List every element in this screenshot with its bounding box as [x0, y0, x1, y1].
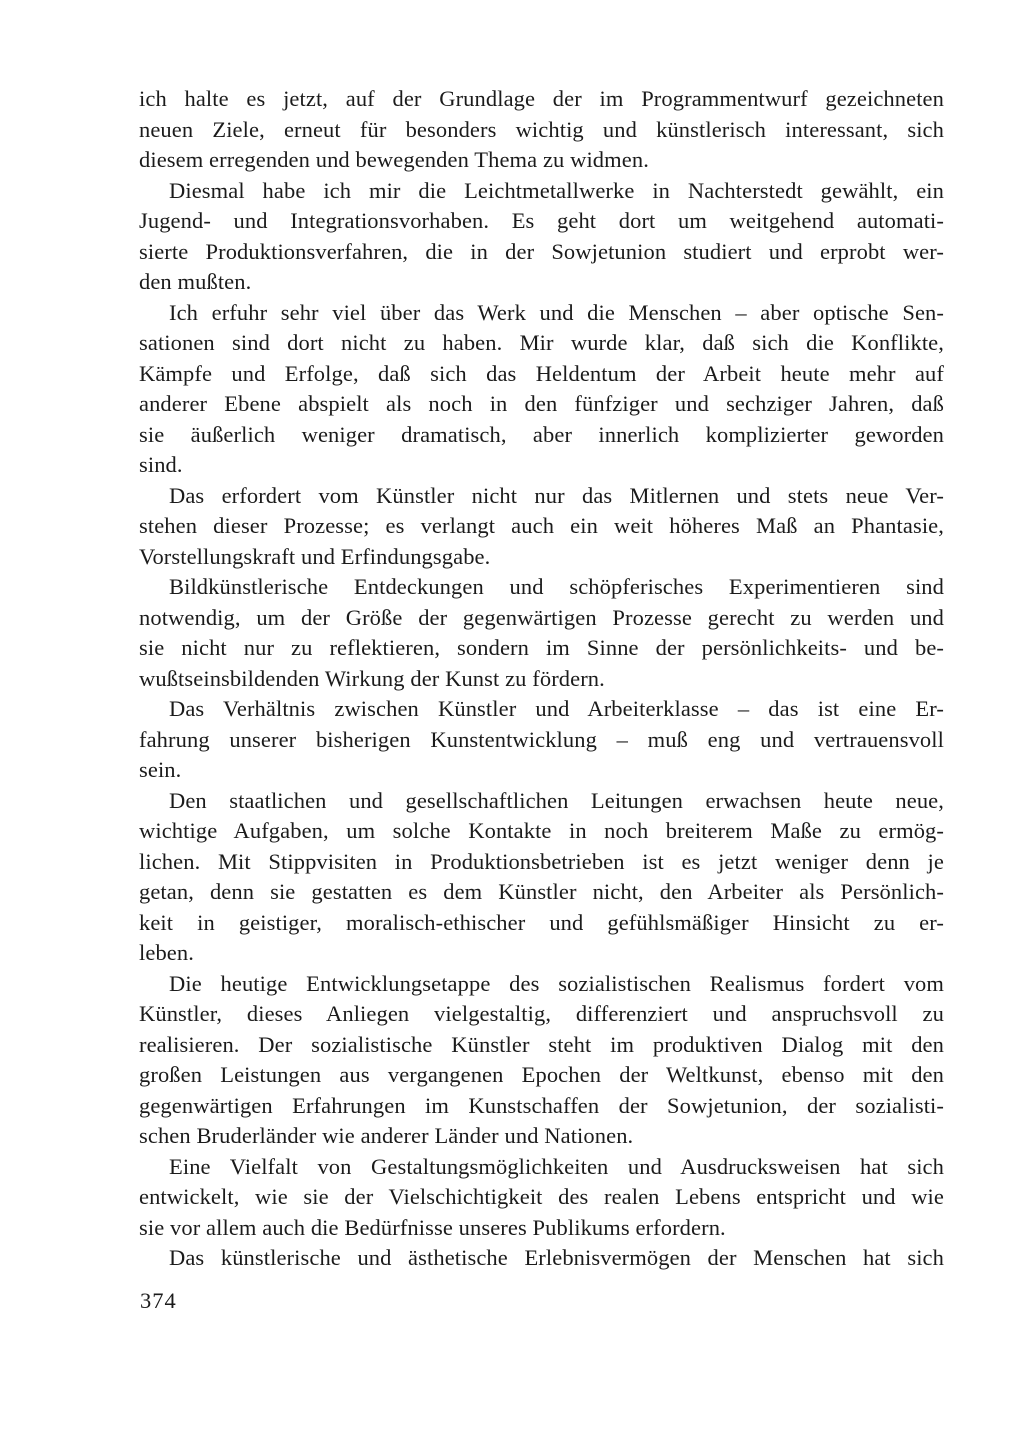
- text-line: wußtseinsbildenden Wirkung der Kunst zu fördern.: [139, 665, 605, 691]
- text-line: anderer Ebene abspielt als noch in den fünfziger und sechziger Jahren, daß: [139, 391, 944, 416]
- text-line: notwendig, um der Größe der gegenwärtigen Prozesse gerecht zu werden und: [139, 604, 944, 630]
- text-line: sationen sind dort nicht zu haben. Mir wurde klar, daß sich die Konflikte,: [139, 330, 944, 355]
- text-line: diesem erregenden und bewegenden Thema zu widmen.: [139, 147, 649, 172]
- text-line: getan, denn sie gestatten es dem Künstler nicht, den Arbeiter als Persönlich-: [139, 879, 944, 904]
- text-line: schen Bruderländer wie anderer Länder und Nationen.: [139, 1123, 634, 1148]
- text-line: großen Leistungen aus vergangenen Epochen der Weltkunst, ebenso mit den: [139, 1062, 944, 1087]
- text-line: ich halte es jetzt, auf der Grundlage der im Programmentwurf gezeichneten: [139, 86, 944, 111]
- text-line: sind.: [139, 452, 183, 477]
- body-text: [139, 84, 944, 1274]
- text-line: fahrung unserer bisherigen Kunstentwicklung – muß eng und vertrauensvoll: [139, 726, 944, 752]
- text-line: Jugend- und Integrationsvorhaben. Es geht dort um weitgehend automati-: [139, 208, 944, 233]
- text-line: entwickelt, wie sie der Vielschichtigkeit des realen Lebens entspricht und wie: [139, 1184, 944, 1209]
- text-line: Diesmal habe ich mir die Leichtmetallwerke in Nachterstedt gewählt, ein: [169, 177, 944, 203]
- text-line: den mußten.: [139, 269, 252, 294]
- text-line: Künstler, dieses Anliegen vielgestaltig, differenziert und anspruchsvoll zu: [139, 1001, 944, 1026]
- text-line: neuen Ziele, erneut für besonders wichtig und künstlerisch interessant, sich: [139, 116, 944, 142]
- text-line: Das künstlerische und ästhetische Erlebnisvermögen der Menschen hat sich: [169, 1245, 944, 1270]
- text-line: lichen. Mit Stippvisiten in Produktionsbetrieben ist es jetzt weniger denn je: [139, 848, 944, 874]
- text-line: sie vor allem auch die Bedürfnisse unseres Publikums erfordern.: [139, 1214, 726, 1240]
- text-line: realisieren. Der sozialistische Künstler steht im produktiven Dialog mit den: [139, 1031, 944, 1057]
- text-line: stehen dieser Prozesse; es verlangt auch ein weit höheres Maß an Phantasie,: [139, 513, 944, 538]
- text-line: wichtige Aufgaben, um solche Kontakte in noch breiterem Maße zu ermög-: [139, 818, 944, 843]
- text-line: Das Verhältnis zwischen Künstler und Arbeiterklasse – das ist eine Er-: [169, 696, 944, 721]
- text-line: gegenwärtigen Erfahrungen im Kunstschaffen der Sowjetunion, der sozialisti-: [139, 1092, 944, 1118]
- text-line: Den staatlichen und gesellschaftlichen Leitungen erwachsen heute neue,: [169, 787, 944, 813]
- text-line: Ich erfuhr sehr viel über das Werk und die Menschen – aber optische Sen-: [169, 299, 944, 325]
- text-line: keit in geistiger, moralisch-ethischer und gefühlsmäßiger Hinsicht zu er-: [139, 909, 944, 935]
- text-line: Vorstellungskraft und Erfindungsgabe.: [139, 543, 491, 569]
- text-line: Bildkünstlerische Entdeckungen und schöpferisches Experimentieren sind: [169, 574, 944, 599]
- page-number: 374: [140, 1288, 177, 1313]
- text-line: sie äußerlich weniger dramatisch, aber innerlich komplizierter geworden: [139, 421, 944, 447]
- text-line: Das erfordert vom Künstler nicht nur das Mitlernen und stets neue Ver-: [169, 482, 944, 508]
- text-line: sein.: [139, 757, 182, 782]
- text-line: Eine Vielfalt von Gestaltungsmöglichkeiten und Ausdrucksweisen hat sich: [169, 1153, 944, 1179]
- text-line: Kämpfe und Erfolge, daß sich das Heldentum der Arbeit heute mehr auf: [139, 360, 944, 386]
- text-line: Die heutige Entwicklungsetappe des sozialistischen Realismus fordert vom: [169, 970, 944, 996]
- text-line: leben.: [139, 940, 194, 965]
- text-line: sie nicht nur zu reflektieren, sondern im Sinne der persönlichkeits- und be-: [139, 635, 944, 660]
- text-line: sierte Produktionsverfahren, die in der Sowjetunion studiert und erprobt wer-: [139, 238, 944, 264]
